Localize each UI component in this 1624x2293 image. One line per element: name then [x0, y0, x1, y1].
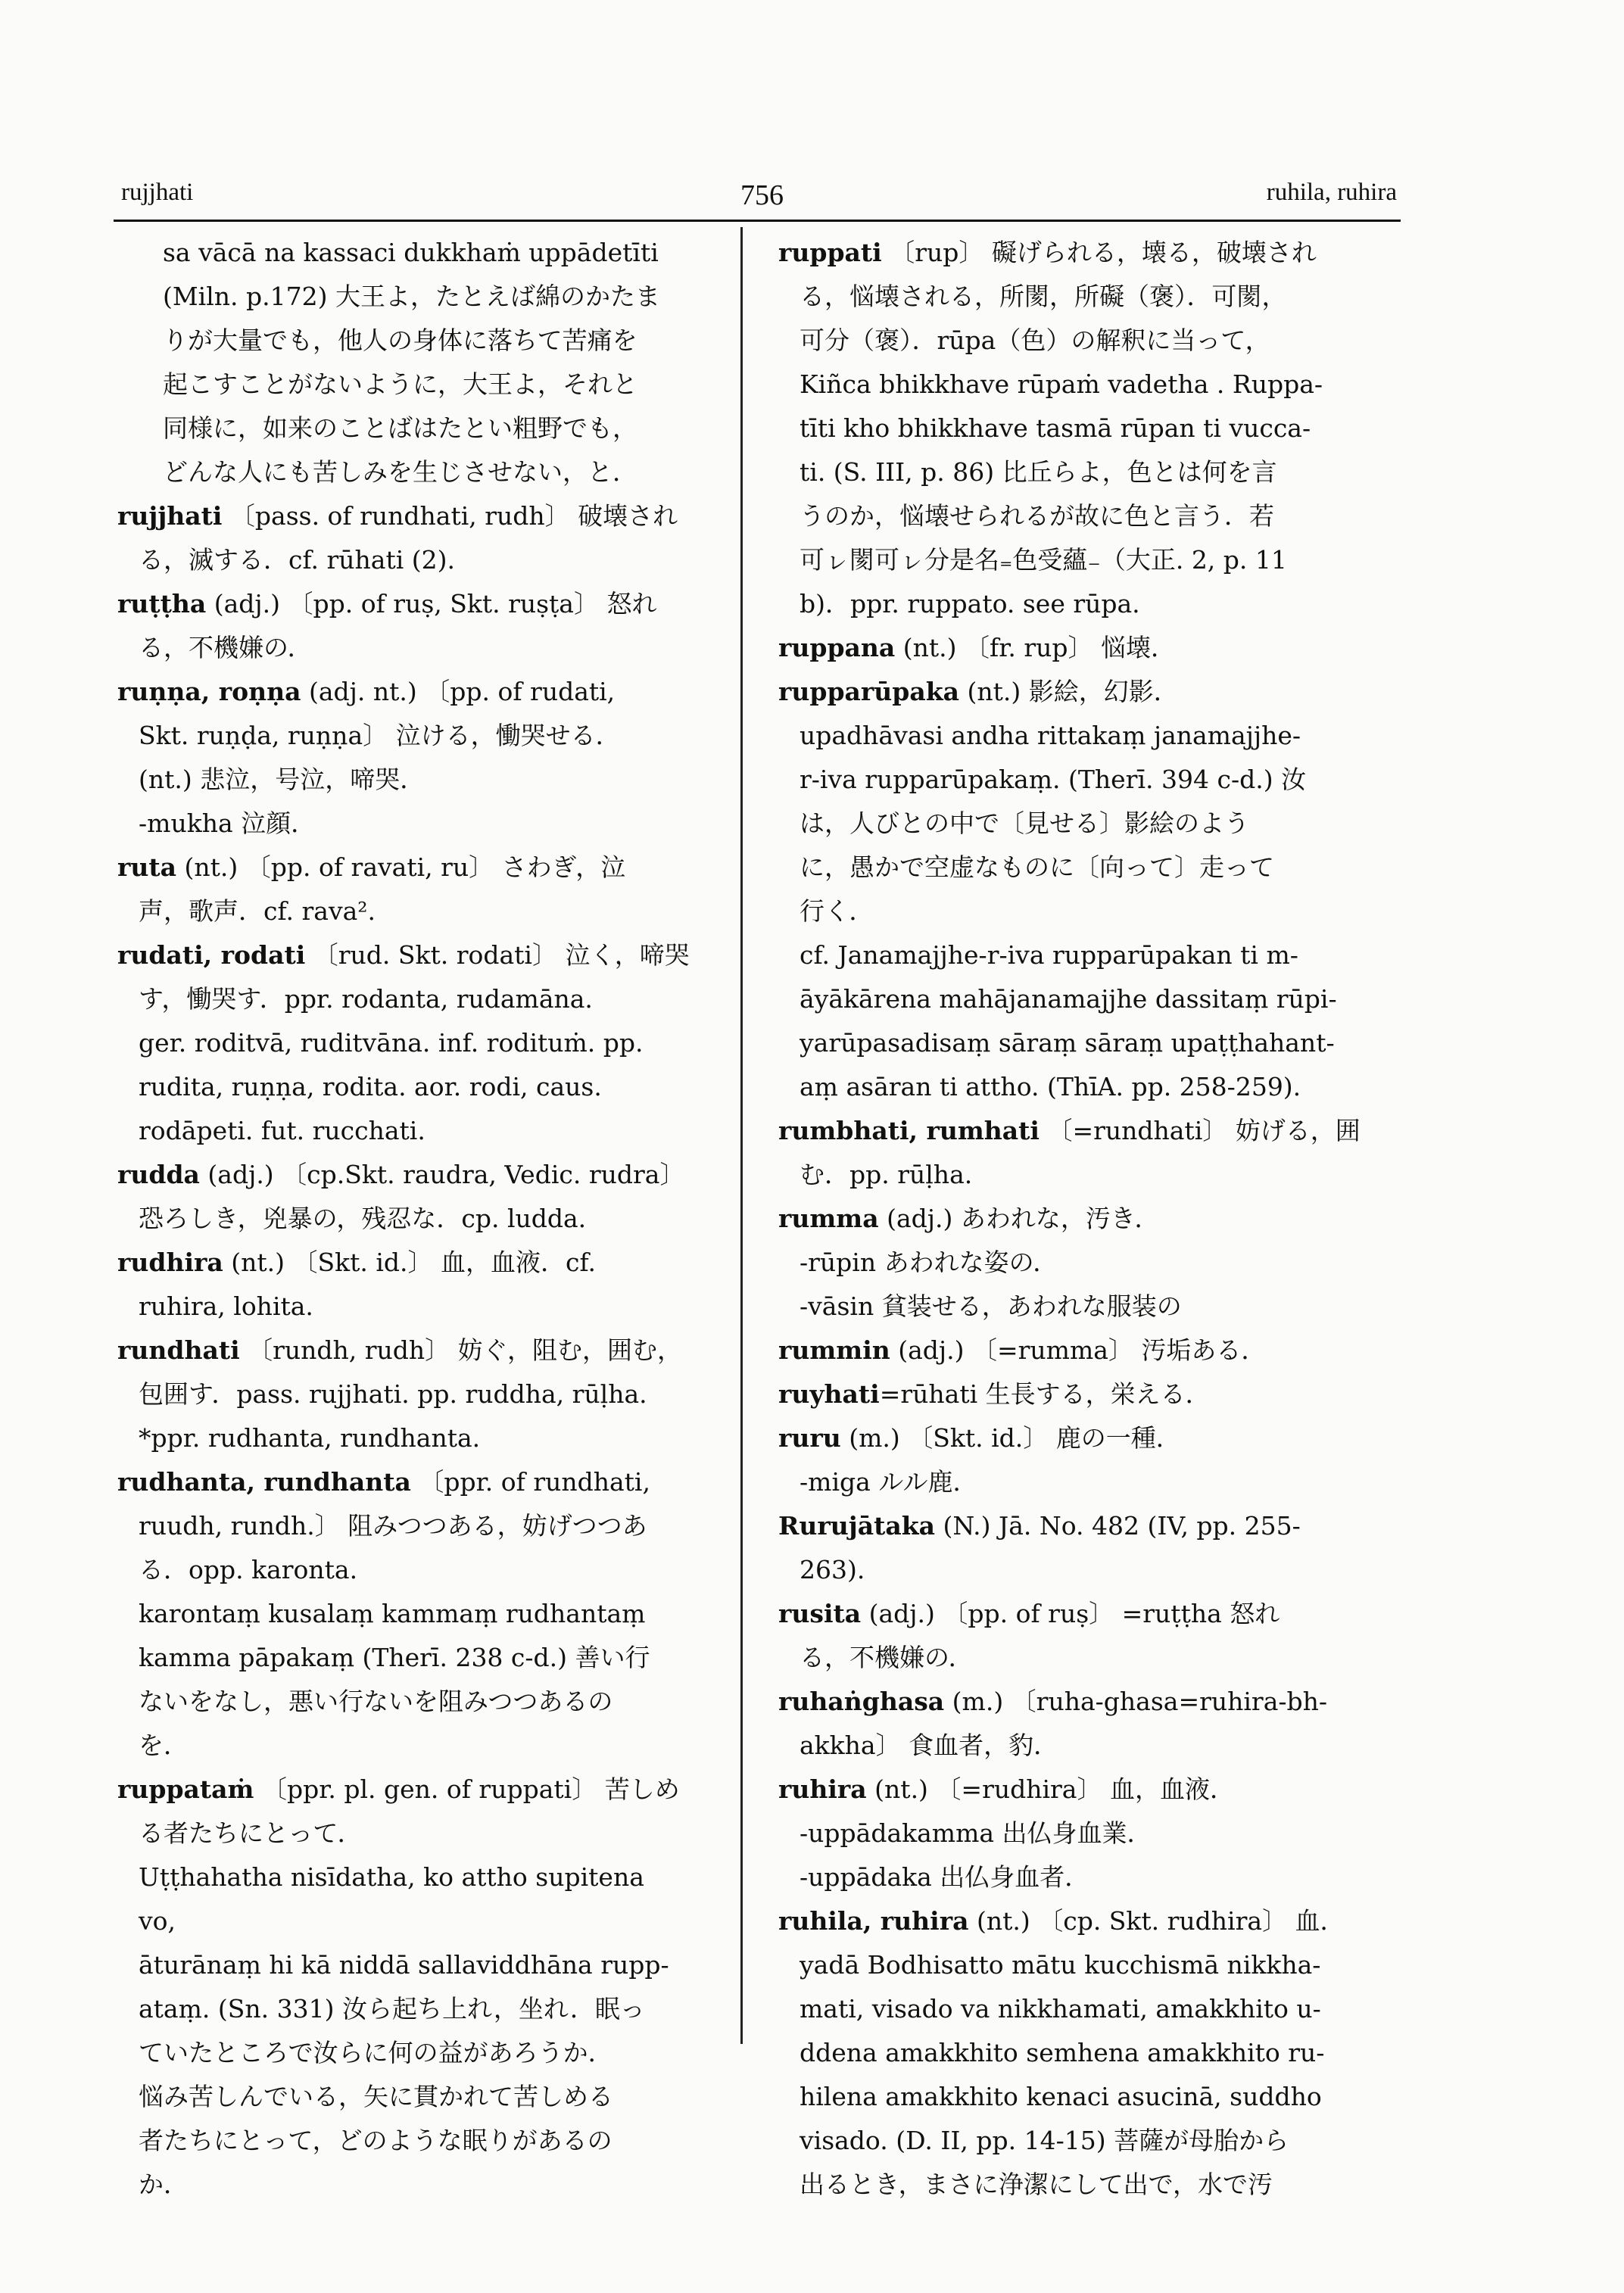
entry-text: る．opp. karonta.: [139, 1555, 358, 1584]
dictionary-text-line: [117, 1855, 723, 1899]
entry-text: 可ㇾ閡可ㇾ分是名₌色受蘊₋（大正. 2, p. 11: [800, 545, 1287, 575]
entry-text: る者たちにとって．: [139, 1818, 363, 1848]
dictionary-entry-line: [117, 846, 723, 889]
entry-text: -mukha 泣顔．: [139, 808, 316, 838]
dictionary-text-line: [778, 2031, 1407, 2075]
entry-text: -uppādakamma 出仏身血業．: [800, 1818, 1152, 1848]
dictionary-entry-line: [117, 1241, 723, 1285]
dictionary-text-line: [117, 1899, 723, 1943]
entry-text: る，不機嫌の．: [139, 633, 313, 662]
entry-text: vo,: [139, 1906, 176, 1936]
entry-text: (adj.) 〔pp. of ruṣ, Skt. ruṣṭa〕 怒れ: [206, 589, 657, 618]
entry-text: 声，歌声．cf. rava².: [139, 896, 376, 926]
entry-text: す，慟哭す．ppr. rodanta, rudamāna.: [139, 984, 593, 1014]
dictionary-text-line: [117, 1021, 723, 1065]
dictionary-entry-line: [778, 670, 1407, 714]
entry-text: 〔pass. of rundhati, rudh〕 破壊され: [222, 501, 678, 531]
entry-text: =rūhati 生長する，栄える．: [879, 1379, 1211, 1409]
left-column: [117, 231, 723, 2207]
dictionary-entry-line: [117, 582, 723, 626]
running-head-right: ruhila, ruhira: [1266, 179, 1397, 206]
dictionary-text-line: [117, 1548, 723, 1592]
entry-text: (adj.) あわれな，汚き．: [878, 1204, 1160, 1233]
entry-text: 恐ろしき，兇暴の，残忍な．cp. ludda.: [139, 1204, 587, 1233]
headword: rudhira: [117, 1248, 223, 1277]
dictionary-text-line: [778, 275, 1407, 319]
dictionary-text-line: [117, 977, 723, 1021]
entry-text: に，愚かで空虚なものに〔向って〕走って: [800, 852, 1274, 882]
entry-text: る，滅する．cf. rūhati (2).: [139, 545, 455, 575]
dictionary-text-line: [778, 1636, 1407, 1680]
entry-text: (nt.) 〔=rudhira〕 血，血液．: [866, 1774, 1235, 1804]
headword: Rurujātaka: [778, 1511, 935, 1541]
dictionary-text-line: [778, 1855, 1407, 1899]
dictionary-text-line: [778, 1943, 1407, 1987]
entry-text: (m.) 〔ruha-ghasa=ruhira-bh-: [944, 1687, 1328, 1716]
entry-text: どんな人にも苦しみを生じさせない，と．: [163, 457, 637, 487]
column-divider: [740, 227, 743, 2044]
headword: rudda: [117, 1160, 200, 1189]
headword: rupparūpaka: [778, 677, 959, 706]
running-head-left: rujjhati: [121, 179, 194, 206]
entry-text: 悩み苦しんでいる，矢に貫かれて苦しめる: [139, 2082, 613, 2111]
entry-text: ti. (S. III, p. 86) 比丘らよ，色とは何を言: [800, 457, 1277, 487]
dictionary-text-line: [117, 1109, 723, 1153]
entry-text: 行く．: [800, 896, 874, 926]
dictionary-text-line: [778, 2119, 1407, 2163]
entry-text: (nt.) 〔pp. of ravati, ru〕 さわぎ，泣: [176, 852, 626, 882]
dictionary-entry-line: [117, 670, 723, 714]
entry-text: 起こすことがないように，大王よ，それと: [163, 369, 637, 399]
entry-text: (nt.) 悲泣，号泣，啼哭．: [139, 765, 425, 794]
entry-text: āturānaṃ hi kā niddā sallaviddhāna rupp-: [139, 1950, 669, 1980]
entry-text: ruhira, lohita.: [139, 1291, 313, 1321]
headword: rudati, rodati: [117, 940, 306, 970]
dictionary-text-line: [117, 363, 723, 407]
dictionary-text-line: [117, 1416, 723, 1460]
dictionary-text-line: [778, 1812, 1407, 1855]
dictionary-text-line: [778, 450, 1407, 494]
entry-text: -miga ルル鹿．: [800, 1467, 978, 1497]
entry-text: r-iva rupparūpakaṃ. (Therī. 394 c-d.) 汝: [800, 765, 1307, 794]
dictionary-text-line: [778, 714, 1407, 758]
entry-text: (nt.) 影絵，幻影．: [959, 677, 1179, 706]
entry-text: rudita, ruṇṇa, rodita. aor. rodi, caus.: [139, 1072, 602, 1101]
dictionary-text-line: [117, 714, 723, 758]
dictionary-text-line: [778, 1153, 1407, 1197]
entry-text: b)．ppr. ruppato. see rūpa.: [800, 589, 1140, 618]
entry-text: る，悩壊される，所閡，所礙（褒）．可閡，: [800, 282, 1287, 311]
entry-text: (N.) Jā. No. 482 (IV, pp. 255-: [935, 1511, 1301, 1541]
dictionary-text-line: [117, 319, 723, 363]
entry-text: 可分（褒）．rūpa（色）の解釈に当って，: [800, 326, 1270, 355]
entry-text: 者たちにとって，どのような眠りがあるの: [139, 2126, 613, 2155]
dictionary-text-line: [117, 1197, 723, 1241]
dictionary-text-line: [778, 933, 1407, 977]
entry-text: を．: [139, 1731, 189, 1760]
dictionary-text-line: [778, 1285, 1407, 1329]
dictionary-text-line: [117, 407, 723, 450]
entry-text: mati, visado va nikkhamati, amakkhito u-: [800, 1994, 1321, 2024]
entry-text: Uṭṭhahatha nisīdatha, ko attho supitena: [139, 1862, 644, 1892]
dictionary-text-line: [117, 450, 723, 494]
dictionary-entry-line: [117, 1768, 723, 1812]
entry-text: cf. Janamajjhe-r-iva rupparūpakan ti m-: [800, 940, 1298, 970]
dictionary-entry-line: [778, 231, 1407, 275]
dictionary-text-line: [117, 1504, 723, 1548]
entry-text: ataṃ. (Sn. 331) 汝ら起ち上れ，坐れ．眠っ: [139, 1994, 645, 2024]
dictionary-text-line: [117, 1636, 723, 1680]
entry-text: 263).: [800, 1555, 865, 1584]
dictionary-text-line: [117, 2075, 723, 2119]
dictionary-text-line: [778, 977, 1407, 1021]
headword: ruṭṭha: [117, 589, 207, 618]
headword: rujjhati: [117, 501, 223, 531]
entry-text: (adj. nt.) 〔pp. of rudati,: [301, 677, 616, 706]
right-column: [778, 231, 1407, 2207]
entry-text: ruudh, rundh.〕 阻みつつある，妨げつつあ: [139, 1511, 647, 1541]
dictionary-text-line: [778, 846, 1407, 889]
entry-text: akkha〕 食血者，豹．: [800, 1731, 1059, 1760]
entry-text: 〔ppr. pl. gen. of ruppati〕 苦しめ: [254, 1774, 680, 1804]
dictionary-text-line: [778, 802, 1407, 846]
dictionary-entry-line: [778, 1768, 1407, 1812]
dictionary-text-line: [117, 1285, 723, 1329]
dictionary-text-line: [778, 1987, 1407, 2031]
dictionary-entry-line: [778, 1592, 1407, 1636]
dictionary-text-line: [778, 319, 1407, 363]
headword: rusita: [778, 1599, 862, 1628]
headword: ruppataṁ: [117, 1774, 254, 1804]
dictionary-text-line: [778, 407, 1407, 450]
dictionary-text-line: [117, 1812, 723, 1855]
dictionary-text-line: [117, 1372, 723, 1416]
headword: ruta: [117, 852, 177, 882]
entry-text: ていたところで汝らに何の益があろうか．: [139, 2038, 613, 2067]
dictionary-entry-line: [778, 1899, 1407, 1943]
dictionary-text-line: [117, 2031, 723, 2075]
dictionary-text-line: [117, 1724, 723, 1768]
headword: ruhaṅghasa: [778, 1687, 945, 1716]
dictionary-entry-line: [778, 1680, 1407, 1724]
entry-text: 同様に，如来のことばはたとい粗野でも，: [163, 413, 637, 443]
dictionary-entry-line: [117, 1329, 723, 1372]
entry-text: 〔rup〕 礙げられる，壊る，破壊され: [881, 238, 1317, 267]
dictionary-text-line: [117, 1065, 723, 1109]
dictionary-text-line: [117, 2163, 723, 2207]
headword: ruhila, ruhira: [778, 1906, 969, 1936]
entry-text: *ppr. rudhanta, rundhanta.: [139, 1423, 481, 1453]
page-number: 756: [740, 179, 784, 211]
dictionary-text-line: [778, 758, 1407, 802]
headword: rumbhati, rumhati: [778, 1116, 1040, 1145]
headword: rundhati: [117, 1335, 240, 1365]
dictionary-entry-line: [778, 626, 1407, 670]
entry-text: ddena amakkhito semhena amakkhito ru-: [800, 2038, 1325, 2067]
entry-text: visado. (D. II, pp. 14-15) 菩薩が母胎から: [800, 2126, 1289, 2155]
entry-text: 〔=rundhati〕 妨げる，囲: [1039, 1116, 1361, 1145]
dictionary-text-line: [117, 231, 723, 275]
entry-text: 〔ppr. of rundhati,: [410, 1467, 650, 1497]
dictionary-entry-line: [117, 1460, 723, 1504]
entry-text: る，不機嫌の．: [800, 1643, 974, 1672]
dictionary-entry-line: [117, 933, 723, 977]
dictionary-text-line: [778, 1724, 1407, 1768]
dictionary-text-line: [117, 2119, 723, 2163]
dictionary-text-line: [778, 889, 1407, 933]
headword: ruṇṇa, roṇṇa: [117, 677, 301, 706]
headword: rummin: [778, 1335, 890, 1365]
entry-text: か．: [139, 2170, 189, 2199]
dictionary-text-line: [778, 1548, 1407, 1592]
dictionary-text-line: [117, 275, 723, 319]
dictionary-text-line: [778, 1021, 1407, 1065]
dictionary-text-line: [117, 1987, 723, 2031]
entry-text: (adj.) 〔pp. of ruṣ〕 =ruṭṭha 怒れ: [861, 1599, 1280, 1628]
entry-text: rodāpeti. fut. rucchati.: [139, 1116, 425, 1145]
entry-text: うのか，悩壊せられるが故に色と言う．若: [800, 501, 1274, 531]
entry-text: (adj.) 〔cp.Skt. raudra, Vedic. rudra〕: [199, 1160, 685, 1189]
headword: ruppana: [778, 633, 896, 662]
entry-text: は，人びとの中で〔見せる〕影絵のよう: [800, 808, 1249, 838]
dictionary-text-line: [778, 1065, 1407, 1109]
entry-text: 〔rud. Skt. rodati〕 泣く，啼哭: [305, 940, 690, 970]
entry-text: りが大量でも，他人の身体に落ちて苦痛を: [163, 326, 637, 355]
entry-text: kamma pāpakaṃ (Therī. 238 c-d.) 善い行: [139, 1643, 650, 1672]
dictionary-text-line: [117, 1592, 723, 1636]
entry-text: -vāsin 貧装せる，あわれな服装の: [800, 1291, 1182, 1321]
dictionary-text-line: [117, 538, 723, 582]
dictionary-entry-line: [778, 1197, 1407, 1241]
dictionary-entry-line: [117, 1153, 723, 1197]
entry-text: sa vācā na kassaci dukkhaṁ uppādetīti: [163, 238, 659, 267]
dictionary-text-line: [778, 494, 1407, 538]
dictionary-text-line: [778, 363, 1407, 407]
headword: ruppati: [778, 238, 882, 267]
dictionary-text-line: [778, 2163, 1407, 2207]
entry-text: upadhāvasi andha rittakaṃ janamajjhe-: [800, 721, 1301, 750]
dictionary-entry-line: [778, 1329, 1407, 1372]
headword: ruhira: [778, 1774, 867, 1804]
entry-text: Kiñca bhikkhave rūpaṁ vadetha . Ruppa-: [800, 369, 1323, 399]
dictionary-entry-line: [117, 494, 723, 538]
dictionary-text-line: [778, 1460, 1407, 1504]
entry-text: tīti kho bhikkhave tasmā rūpan ti vucca-: [800, 413, 1311, 443]
headword: ruru: [778, 1423, 841, 1453]
entry-text: -uppādaka 出仏身血者．: [800, 1862, 1090, 1892]
header-rule: [114, 220, 1401, 222]
dictionary-text-line: [117, 626, 723, 670]
dictionary-entry-line: [778, 1109, 1407, 1153]
dictionary-entry-line: [778, 1372, 1407, 1416]
dictionary-text-line: [778, 1241, 1407, 1285]
entry-text: karontaṃ kusalaṃ kammaṃ rudhantaṃ: [139, 1599, 646, 1628]
entry-text: (nt.) 〔Skt. id.〕 血，血液．cf.: [223, 1248, 597, 1277]
entry-text: 出るとき，まさに浄潔にして出で，水で汚: [800, 2170, 1273, 2199]
dictionary-entry-line: [778, 1504, 1407, 1548]
entry-text: (nt.) 〔fr. rup〕 悩壊．: [895, 633, 1177, 662]
dictionary-text-line: [117, 1943, 723, 1987]
entry-text: -rūpin あわれな姿の．: [800, 1248, 1058, 1277]
entry-text: (Miln. p.172) 大王よ，たとえば綿のかたま: [163, 282, 660, 311]
dictionary-text-line: [778, 2075, 1407, 2119]
entry-text: ger. roditvā, ruditvāna. inf. rodituṁ. pp.: [139, 1028, 644, 1058]
headword: ruyhati: [778, 1379, 880, 1409]
dictionary-text-line: [117, 1680, 723, 1724]
entry-text: yarūpasadisaṃ sāraṃ sāraṃ upaṭṭhahant-: [800, 1028, 1335, 1058]
entry-text: 〔rundh, rudh〕 妨ぐ，阻む，囲む，: [239, 1335, 682, 1365]
dictionary-text-line: [117, 802, 723, 846]
entry-text: 包囲す．pass. rujjhati. pp. ruddha, rūḷha.: [139, 1379, 647, 1409]
entry-text: (nt.) 〔cp. Skt. rudhira〕 血．: [968, 1906, 1345, 1936]
dictionary-text-line: [117, 889, 723, 933]
headword: rumma: [778, 1204, 879, 1233]
entry-text: Skt. ruṇḍa, ruṇṇa〕 泣ける，慟哭せる．: [139, 721, 621, 750]
entry-text: ないをなし，悪い行ないを阻みつつあるの: [139, 1687, 613, 1716]
entry-text: aṃ asāran ti attho. (ThīA. pp. 258-259).: [800, 1072, 1301, 1101]
entry-text: (adj.) 〔=rumma〕 汚垢ある．: [890, 1335, 1267, 1365]
entry-text: (m.) 〔Skt. id.〕 鹿の一種．: [840, 1423, 1181, 1453]
entry-text: āyākārena mahājanamajjhe dassitaṃ rūpi-: [800, 984, 1337, 1014]
dictionary-entry-line: [778, 1416, 1407, 1460]
entry-text: yadā Bodhisatto mātu kucchismā nikkha-: [800, 1950, 1321, 1980]
entry-text: hilena amakkhito kenaci asucinā, suddho: [800, 2082, 1322, 2111]
dictionary-text-line: [778, 538, 1407, 582]
headword: rudhanta, rundhanta: [117, 1467, 411, 1497]
dictionary-text-line: [778, 582, 1407, 626]
dictionary-text-line: [117, 758, 723, 802]
entry-text: む．pp. rūḷha.: [800, 1160, 973, 1189]
